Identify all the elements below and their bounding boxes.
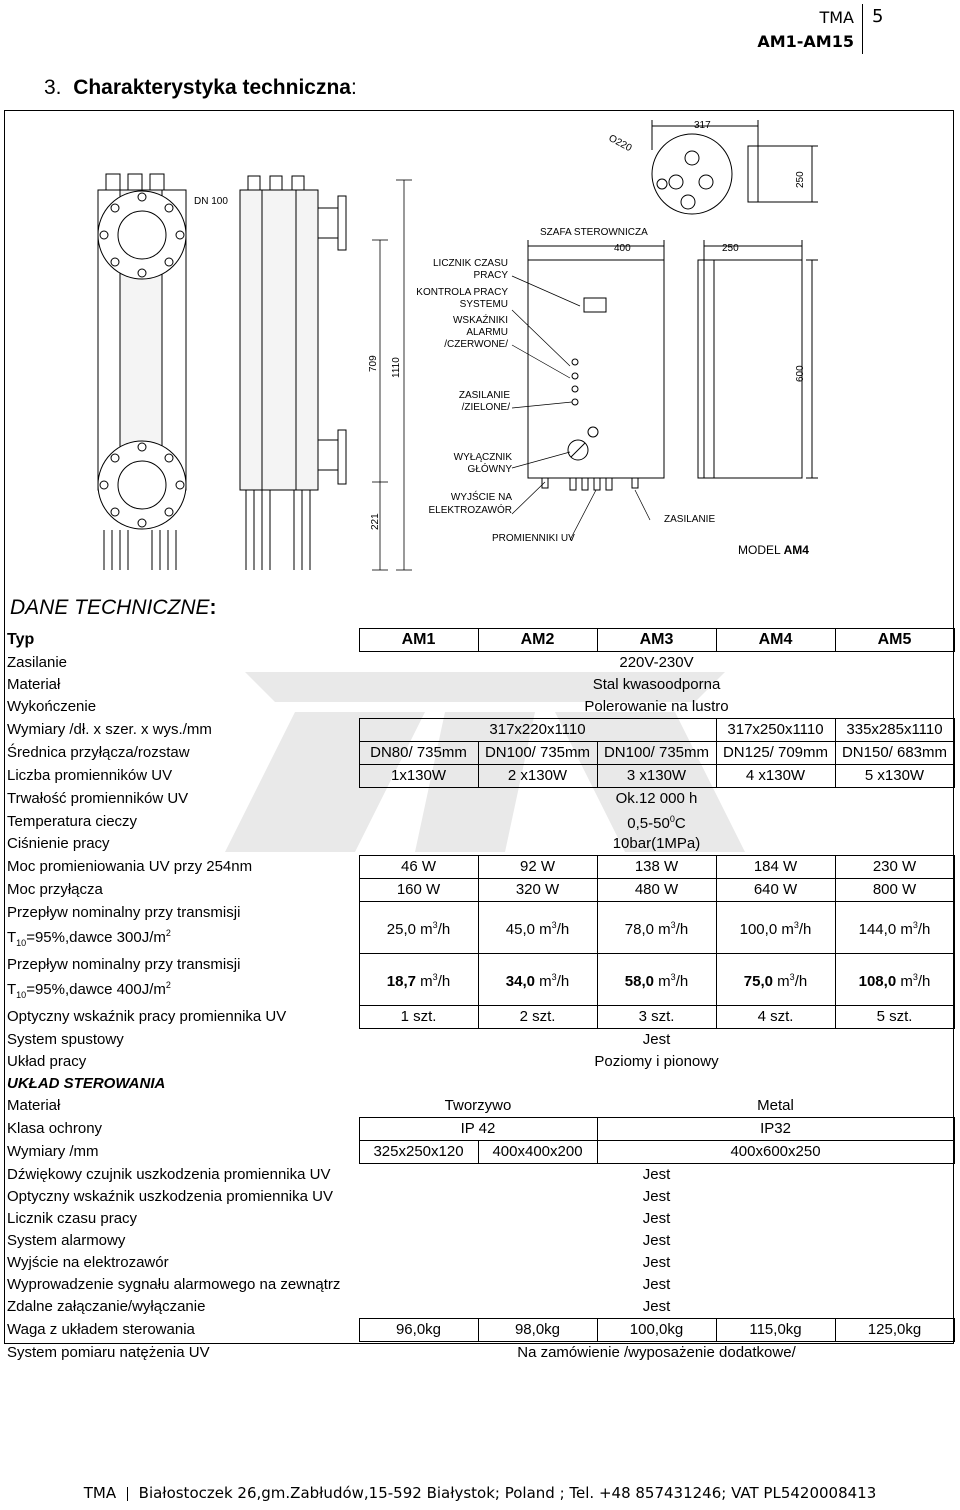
- col-header-am1: AM1: [359, 629, 478, 652]
- unit-sup: 3: [912, 920, 918, 930]
- dane-title-text: DANE TECHNICZNE: [10, 596, 210, 619]
- cell-value: Jest: [642, 1254, 671, 1271]
- cell-value: Metal: [757, 1097, 794, 1114]
- unit: m: [420, 973, 433, 990]
- unit-suffix: /h: [917, 973, 931, 990]
- row-label: Optyczny wskaźnik uszkodzenia promiennika UV: [7, 1188, 333, 1205]
- unit-sup: 3: [793, 920, 799, 930]
- spec-row-optyczny: [4, 1006, 954, 1029]
- section-title: [44, 76, 357, 100]
- cell-value: DN100/ 735mm: [478, 742, 597, 765]
- row-label: Wymiary /dł. x szer. x wys./mm: [7, 721, 212, 738]
- cell-value: [478, 902, 597, 954]
- unit-suffix: /h: [437, 921, 451, 938]
- label-dim-400: 400: [614, 243, 631, 254]
- label-model: [738, 543, 809, 557]
- flow-value: 18,7: [386, 973, 416, 990]
- cell-value: 184 W: [716, 856, 835, 879]
- cell-value: 125,0kg: [835, 1319, 954, 1342]
- cell-value: 220V-230V: [619, 654, 694, 671]
- col-header-am3: AM3: [597, 629, 716, 652]
- spec-row-przeplyw-300: [4, 902, 954, 954]
- cell-value: [597, 954, 716, 1006]
- dane-title-colon: :: [209, 596, 217, 619]
- cell-value: 100,0kg: [597, 1319, 716, 1342]
- cell-value: [359, 810, 954, 833]
- flow-value: 25,0: [386, 921, 416, 938]
- label-rest: =95%,dawce 300J/m: [26, 928, 166, 946]
- unit: m: [539, 973, 552, 990]
- unit-suffix: /h: [798, 921, 812, 938]
- spec-row-moc-promieniowania: [4, 856, 954, 879]
- cell-value: [597, 902, 716, 954]
- spec-row-przeplyw-400: [4, 954, 954, 1006]
- row-label-line1: Przepływ nominalny przy transmisji: [7, 903, 241, 921]
- row-label: Trwałość promienników UV: [7, 789, 189, 807]
- cell-value: 2 x130W: [478, 765, 597, 788]
- row-label: Zdalne załączanie/wyłączanie: [7, 1298, 206, 1316]
- cell-value: Jest: [642, 1276, 671, 1293]
- cell-value: 3 szt.: [597, 1006, 716, 1029]
- footer-address: Białostoczek 26,gm.Zabłudów,15-592 Białystok; Poland ; Tel. +48 857431246; VAT PL5420008413: [138, 1484, 877, 1502]
- row-label: Moc promieniowania UV przy 254nm: [7, 858, 253, 875]
- label-wyjscie-2: ELEKTROZAWÓR: [428, 505, 512, 516]
- row-label: Wyjście na elektrozawór: [7, 1254, 169, 1271]
- unit-suffix: /h: [556, 973, 570, 990]
- row-label: Typ: [7, 631, 35, 648]
- cell-value: 4 x130W: [716, 765, 835, 788]
- cell-value: [478, 954, 597, 1006]
- control-cabinet-side: [698, 240, 818, 478]
- flow-value: 45,0: [505, 921, 535, 938]
- unit: m: [658, 921, 671, 938]
- label-dim-317: 317: [694, 120, 711, 131]
- cell-value: 96,0kg: [359, 1319, 478, 1342]
- row-label: Liczba promienników UV: [7, 767, 173, 784]
- label-wskazniki-1: WSKAŹNIKI: [452, 315, 508, 326]
- spec-row-wymiary2: [4, 1141, 954, 1164]
- unit-suffix: /h: [556, 921, 570, 938]
- spec-row-spustowy: [4, 1029, 954, 1052]
- spec-row-srednica: [4, 742, 954, 765]
- spec-row-wykonczenie: [4, 696, 954, 719]
- top-view-flange: [652, 120, 818, 214]
- cell-value: DN80/ 735mm: [359, 742, 478, 765]
- unit-sup: 3: [912, 972, 918, 982]
- unit: m: [658, 973, 671, 990]
- temp-degree: 0: [669, 814, 675, 824]
- spec-row-material2: [4, 1095, 954, 1118]
- unit: m: [777, 973, 790, 990]
- row-label: [4, 902, 359, 954]
- temp-range: 0,5-50: [627, 815, 670, 832]
- cell-value: Polerowanie na lustro: [584, 698, 729, 715]
- row-label: Ciśnienie pracy: [7, 835, 110, 853]
- temp-unit: C: [674, 815, 686, 832]
- cell-value: 160 W: [359, 879, 478, 902]
- cell-value: 115,0kg: [716, 1319, 835, 1342]
- cell-value: 400x400x200: [478, 1141, 597, 1164]
- row-label: Waga z układem sterowania: [7, 1321, 195, 1338]
- cell-value: Jest: [642, 1188, 671, 1205]
- cell-value: DN125/ 709mm: [716, 742, 835, 765]
- flow-value: 144,0: [858, 921, 897, 938]
- cell-value: Ok.12 000 h: [615, 790, 698, 807]
- spec-row-wyjscie: [4, 1252, 954, 1274]
- row-label: Wymiary /mm: [7, 1143, 99, 1160]
- cell-value: DN100/ 735mm: [597, 742, 716, 765]
- row-label: Dźwiękowy czujnik uszkodzenia promiennika UV: [7, 1165, 331, 1183]
- label-model-prefix: MODEL: [738, 543, 784, 557]
- spec-row-natezenie: [4, 1342, 954, 1365]
- label-rest: =95%,dawce 400J/m: [26, 980, 166, 998]
- label-t: T: [7, 980, 17, 998]
- cell-value: [359, 902, 478, 954]
- label-kontrola-2: SYSTEMU: [459, 299, 508, 310]
- row-label-line1: Przepływ nominalny przy transmisji: [7, 955, 241, 973]
- row-label: Moc przyłącza: [7, 881, 103, 898]
- unit-suffix: /h: [675, 921, 689, 938]
- cell-value: [716, 902, 835, 954]
- row-label-line2: [7, 975, 356, 1006]
- label-sup: 2: [165, 979, 171, 990]
- cell-value: Jest: [642, 1298, 671, 1315]
- cell-value: IP 42: [359, 1118, 597, 1141]
- label-zasilanie: ZASILANIE: [664, 514, 716, 525]
- label-wskazniki-2: ALARMU: [466, 327, 508, 338]
- label-wskazniki-3: /CZERWONE/: [444, 339, 508, 350]
- cell-value: Na zamówienie /wyposażenie dodatkowe/: [517, 1344, 796, 1361]
- unit: m: [781, 921, 794, 938]
- col-header-am5: AM5: [835, 629, 954, 652]
- header-brand-name: TMA: [819, 8, 854, 27]
- row-label: System pomiaru natężenia UV: [7, 1343, 210, 1361]
- unit: m: [420, 921, 433, 938]
- cell-value: 1 szt.: [359, 1006, 478, 1029]
- row-label: Układ pracy: [7, 1053, 87, 1070]
- cell-value: Jest: [642, 1166, 671, 1183]
- label-zasilanie-zielone-2: /ZIELONE/: [461, 402, 510, 413]
- spec-row-optyczny2: [4, 1186, 954, 1208]
- footer-brand: TMA: [83, 1484, 117, 1502]
- spec-row-alarmowy: [4, 1230, 954, 1252]
- cell-value: 1x130W: [359, 765, 478, 788]
- row-label: Wykończenie: [7, 698, 97, 716]
- unit-sup: 3: [551, 920, 557, 930]
- spec-row-wymiary: [4, 719, 954, 742]
- cell-value: 46 W: [359, 856, 478, 879]
- cell-value: 800 W: [835, 879, 954, 902]
- row-label: Materiał: [7, 1097, 61, 1115]
- spec-row-liczba: [4, 765, 954, 788]
- cell-value: 138 W: [597, 856, 716, 879]
- row-label: Zasilanie: [7, 653, 68, 671]
- spec-row-klasa: [4, 1118, 954, 1141]
- cell-value: 4 szt.: [716, 1006, 835, 1029]
- cell-value: 98,0kg: [478, 1319, 597, 1342]
- spec-row-uklad: [4, 1051, 954, 1073]
- unit: m: [900, 921, 913, 938]
- label-sub: 10: [16, 937, 27, 948]
- cell-value: Jest: [642, 1232, 671, 1249]
- cell-value: [716, 954, 835, 1006]
- label-promienniki: PROMIENNIKI UV: [492, 533, 575, 544]
- row-label: Optyczny wskaźnik pracy promiennika UV: [7, 1008, 287, 1025]
- label-licznik-2: PRACY: [473, 270, 508, 281]
- cell-value: 400x600x250: [597, 1141, 954, 1164]
- footer-separator: [127, 1487, 128, 1501]
- cell-value: Jest: [642, 1031, 671, 1048]
- unit: m: [900, 973, 913, 990]
- spec-row-moc-przylacza: [4, 879, 954, 902]
- row-label: Temperatura cieczy: [7, 812, 138, 830]
- spec-row-cisnienie: [4, 833, 954, 856]
- cell-value: 640 W: [716, 879, 835, 902]
- cell-value: Poziomy i pionowy: [594, 1053, 719, 1070]
- row-label-line2: [7, 923, 356, 954]
- cell-value: 320 W: [478, 879, 597, 902]
- flow-value: 108,0: [858, 973, 897, 990]
- label-sub: 10: [16, 989, 27, 1000]
- flow-value: 78,0: [624, 921, 654, 938]
- cell-value: 2 szt.: [478, 1006, 597, 1029]
- unit-sup: 3: [789, 972, 795, 982]
- flow-value: 100,0: [739, 921, 778, 938]
- label-model-name: AM4: [783, 543, 809, 557]
- cell-value: [835, 902, 954, 954]
- section-label: UKŁAD STEROWANIA: [7, 1075, 166, 1092]
- cell-value: 5 szt.: [835, 1006, 954, 1029]
- label-sup: 2: [165, 927, 171, 938]
- row-label: Klasa ochrony: [7, 1120, 103, 1137]
- cell-value: 335x285x1110: [835, 719, 954, 742]
- row-label: Średnica przyłącza/rozstaw: [7, 744, 190, 761]
- control-cabinet-front: [528, 240, 664, 490]
- label-szafa: SZAFA STEROWNICZA: [540, 227, 648, 238]
- label-dim-600: 600: [795, 365, 806, 382]
- unit-sup: 3: [670, 972, 676, 982]
- cell-value: [359, 954, 478, 1006]
- cell-value: 480 W: [597, 879, 716, 902]
- row-label: System spustowy: [7, 1030, 124, 1048]
- technical-drawing: [0, 110, 960, 590]
- label-wyjscie-1: WYJŚCIE NA: [450, 492, 512, 503]
- section-title-colon: :: [351, 76, 357, 99]
- section-title-text: Charakterystyka techniczna: [73, 76, 351, 99]
- spec-row-trwalosc: [4, 788, 954, 811]
- spec-row-temperatura: [4, 810, 954, 833]
- row-label: [4, 954, 359, 1006]
- spec-row-typ: [4, 629, 954, 652]
- label-dim-709: 709: [368, 355, 379, 372]
- row-label: Wyprowadzenie sygnału alarmowego na zewnątrz: [7, 1276, 341, 1293]
- page-number: 5: [872, 6, 884, 27]
- unit: m: [539, 921, 552, 938]
- row-label: Materiał: [7, 676, 61, 693]
- label-licznik-1: LICZNIK CZASU: [432, 258, 508, 269]
- label-diameter: O220: [606, 132, 634, 155]
- label-kontrola-1: KONTROLA PRACY: [416, 287, 508, 298]
- spec-section-sterowanie: [4, 1073, 954, 1095]
- cell-value: Jest: [642, 1210, 671, 1227]
- unit-suffix: /h: [917, 921, 931, 938]
- footer: [0, 1484, 960, 1502]
- label-wylacznik-1: WYŁĄCZNIK: [453, 452, 512, 463]
- flow-value: 34,0: [505, 973, 535, 990]
- spec-row-zdalne: [4, 1296, 954, 1319]
- cell-value: 317x220x1110: [359, 719, 716, 742]
- cell-value: 325x250x120: [359, 1141, 478, 1164]
- header-divider: [862, 4, 863, 54]
- cell-value: 230 W: [835, 856, 954, 879]
- unit-suffix: /h: [794, 973, 808, 990]
- unit-suffix: /h: [437, 973, 451, 990]
- unit-suffix: /h: [675, 973, 689, 990]
- spec-table: [4, 628, 955, 1364]
- flow-value: 75,0: [743, 973, 773, 990]
- cell-value: 5 x130W: [835, 765, 954, 788]
- cell-value: 10bar(1MPa): [612, 835, 701, 852]
- col-header-am2: AM2: [478, 629, 597, 652]
- header-brand: [757, 6, 854, 54]
- cell-value: 92 W: [478, 856, 597, 879]
- label-dim-1110: 1110: [391, 357, 402, 378]
- cell-value: 317x250x1110: [716, 719, 835, 742]
- label-dim-250-top: 250: [795, 171, 806, 188]
- label-wylacznik-2: GŁÓWNY: [467, 464, 512, 475]
- spec-row-zasilanie: [4, 652, 954, 675]
- cell-value: 3 x130W: [597, 765, 716, 788]
- header-model-range: AM1-AM15: [757, 32, 854, 51]
- label-zasilanie-zielone-1: ZASILANIE: [458, 390, 510, 401]
- section-number: 3.: [44, 76, 62, 99]
- unit-sup: 3: [432, 972, 438, 982]
- spec-row-material: [4, 674, 954, 696]
- label-dim-250-mid: 250: [722, 243, 739, 254]
- col-header-am4: AM4: [716, 629, 835, 652]
- unit-sup: 3: [432, 920, 438, 930]
- row-label: System alarmowy: [7, 1232, 126, 1249]
- cell-value: Tworzywo: [444, 1097, 512, 1114]
- cell-value: Stal kwasoodporna: [592, 676, 721, 693]
- cell-value: [835, 954, 954, 1006]
- flow-value: 58,0: [624, 973, 654, 990]
- unit-sup: 3: [670, 920, 676, 930]
- spec-row-wyprowadzenie: [4, 1274, 954, 1296]
- dane-title: [10, 596, 217, 620]
- row-label: Licznik czasu pracy: [7, 1210, 138, 1227]
- cell-value: IP32: [597, 1118, 954, 1141]
- label-dim-221: 221: [370, 513, 381, 530]
- label-dn100: DN 100: [194, 196, 228, 207]
- reactor-body: [98, 174, 186, 570]
- spec-row-waga: [4, 1319, 954, 1342]
- spec-row-licznik: [4, 1208, 954, 1230]
- label-t: T: [7, 928, 17, 946]
- unit-sup: 3: [551, 972, 557, 982]
- reactor-side-view: [240, 176, 346, 570]
- cell-value: DN150/ 683mm: [835, 742, 954, 765]
- spec-row-dzwiekowy: [4, 1164, 954, 1187]
